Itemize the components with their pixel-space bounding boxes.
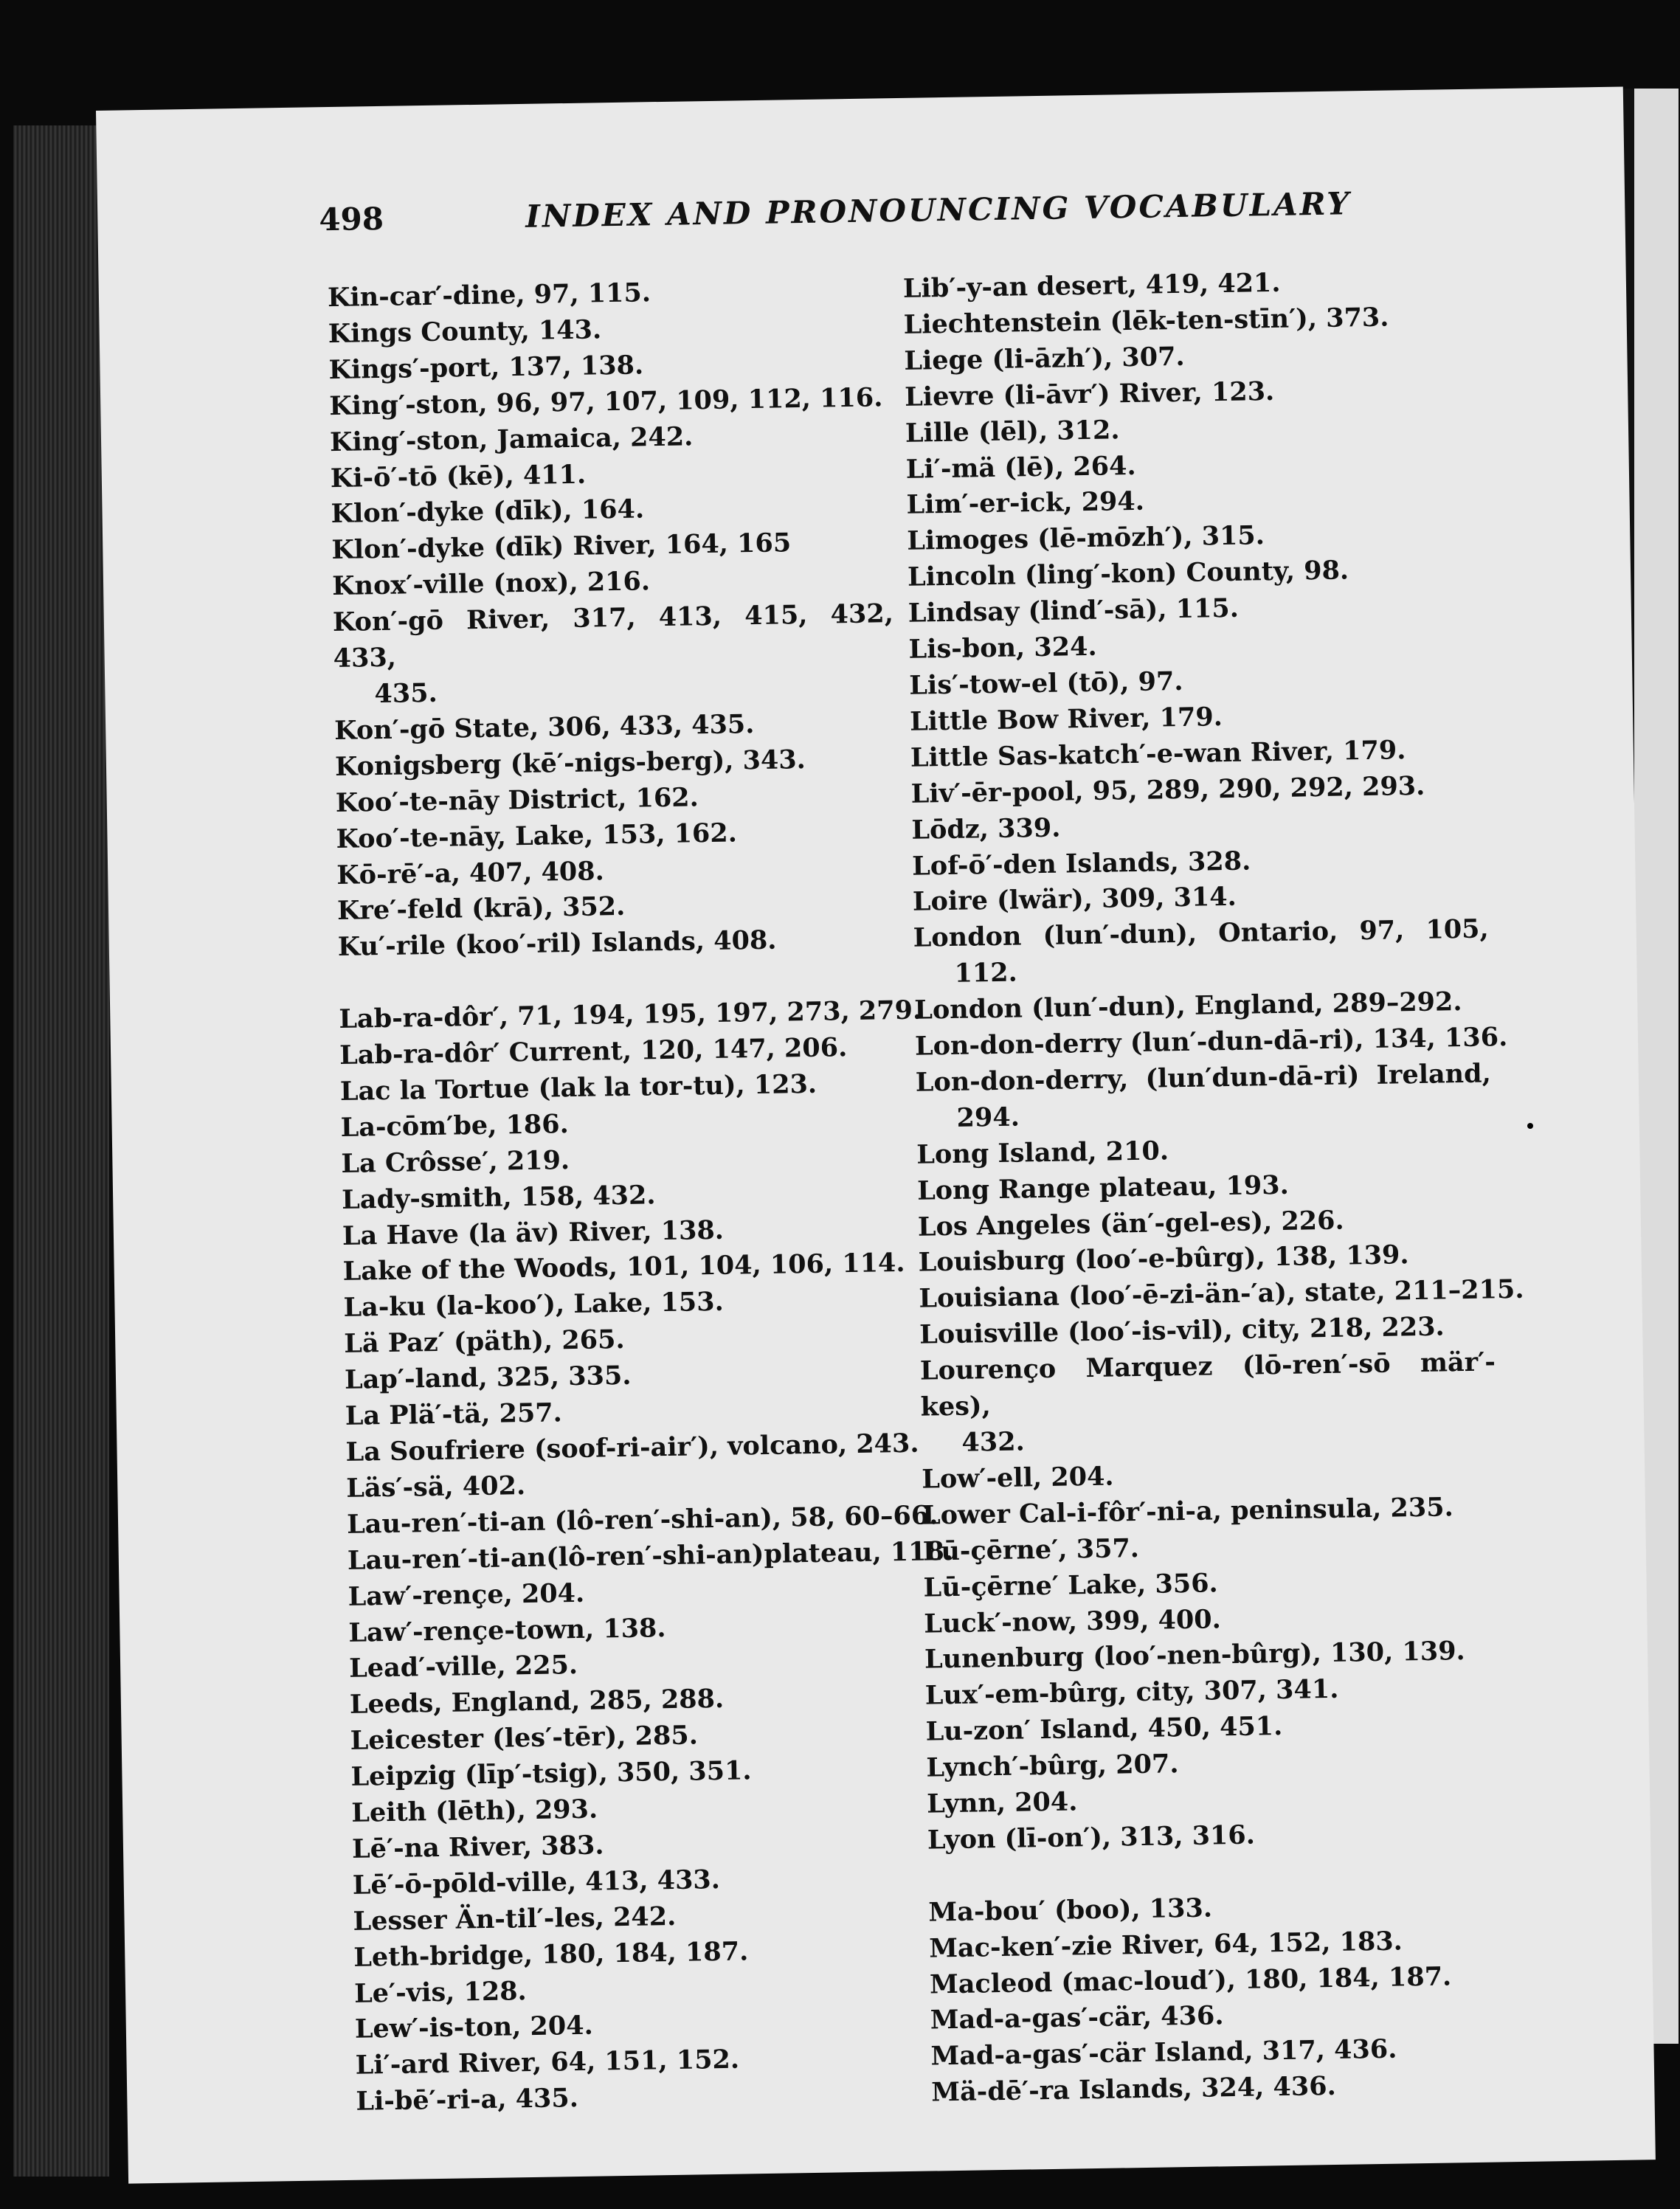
index-entry: Lon-don-derry, (lun′dun-dā-ri) Ireland, [915, 1058, 1492, 1098]
index-entry: Klon′-dyke (dīk), 164. [331, 494, 645, 530]
index-entry: Leth-bridge, 180, 184, 187. [353, 1936, 749, 1973]
index-entry: Long Range plateau, 193. [916, 1169, 1290, 1206]
index-entry: Limoges (lē-mōzh′), 315. [906, 520, 1265, 557]
index-entry: Koo′-te-nāy, Lake, 153, 162. [336, 817, 738, 854]
index-entry: Knox′-ville (nox), 216. [331, 566, 651, 602]
index-entry: La Crôsse′, 219. [341, 1144, 570, 1179]
index-entry: Lau-ren′-ti-an(lô-ren′-shi-an)plateau, 118. [347, 1535, 954, 1576]
index-entry: Macleod (mac-loud′), 180, 184, 187. [929, 1961, 1452, 2000]
index-entry: Lady-smith, 158, 432. [341, 1179, 656, 1215]
index-entry: Little Bow River, 179. [909, 701, 1223, 737]
index-entry: La-cōm′be, 186. [340, 1108, 570, 1143]
index-entry: Mad-a-gas′-cär Island, 317, 436. [930, 2034, 1397, 2072]
index-entry: Lux′-em-bûrg, city, 307, 341. [924, 1674, 1339, 1711]
index-entry: Konigsberg (kē′-nigs-berg), 343. [334, 744, 806, 782]
index-entry: Lindsay (lind′-sā), 115. [908, 592, 1240, 629]
page-header [318, 183, 1499, 238]
index-entry: Li′-ard River, 64, 151, 152. [355, 2044, 740, 2081]
index-entry: Lu-zon′ Island, 450, 451. [925, 1711, 1283, 1747]
index-entry: Low′-ell, 204. [921, 1461, 1114, 1495]
index-entry: Lis′-tow-el (tō), 97. [909, 666, 1183, 701]
index-entry: Le′-vis, 128. [353, 1975, 528, 2009]
index-entry: Lunenburg (loo′-nen-bûrg), 130, 139. [924, 1636, 1466, 1676]
index-entry: Lower Cal-i-fôr′-ni-a, peninsula, 235. [922, 1492, 1454, 1531]
index-entry: Lac la Tortue (lak la tor-tu), 123. [339, 1068, 817, 1107]
index-entry: Lōdz, 339. [911, 812, 1061, 846]
index-entry: Lof-ō′-den Islands, 328. [911, 846, 1251, 882]
index-entry: 435. [374, 677, 438, 710]
index-entry: Kings County, 143. [328, 314, 602, 349]
index-entry: King′-ston, Jamaica, 242. [329, 421, 694, 457]
index-entry: Law′-rençe, 204. [348, 1577, 585, 1612]
index-entry: Louisburg (loo′-e-bûrg), 138, 139. [918, 1240, 1409, 1279]
index-entry: Lyon (lī-on′), 313, 316. [927, 1819, 1256, 1856]
index-entry: La Soufriere (soof-ri-air′), volcano, 243. [345, 1428, 919, 1468]
index-entry: Lead′-ville, 225. [348, 1650, 578, 1684]
index-entry: Lille (lēl), 312. [905, 414, 1120, 449]
index-entry: La Have (la äv) River, 138. [342, 1214, 725, 1251]
index-entry: Leicester (les′-tēr), 285. [350, 1720, 699, 1757]
index-entry: Lē′-na River, 383. [351, 1830, 604, 1864]
index-entry: Liechtenstein (lēk-ten-stīn′), 373. [903, 302, 1389, 340]
index-entry: Mac-ken′-zie River, 64, 152, 183. [928, 1926, 1403, 1964]
index-entry: Lake of the Woods, 101, 104, 106, 114. [342, 1248, 905, 1287]
index-entry: Lē′-ō-pōld-ville, 413, 433. [352, 1864, 721, 1901]
index-entry: Lū-çērne′, 357. [922, 1532, 1140, 1567]
index-entry: Lim′-er-ick, 294. [906, 486, 1145, 521]
index-entry: Lib′-y-an desert, 419, 421. [902, 267, 1281, 304]
index-entry: Lourenço Marquez (lō-ren′-sō mär′-kes), [919, 1347, 1496, 1422]
index-entry: London (lun′-dun), Ontario, 97, 105, [913, 913, 1489, 954]
index-entry: Lynn, 204. [926, 1786, 1078, 1819]
index-entry: Lynch′-bûrg, 207. [926, 1749, 1179, 1783]
index-entry: King′-ston, 96, 97, 107, 109, 112, 116. [329, 382, 883, 421]
index-entry: Leeds, England, 285, 288. [349, 1684, 725, 1721]
index-entry: Lincoln (ling′-kon) County, 98. [907, 555, 1349, 593]
index-entry: Liege (li-āzh′), 307. [904, 341, 1185, 376]
speck [1527, 1123, 1533, 1129]
index-column-left [327, 272, 954, 2120]
index-entry: Kin-car′-dine, 97, 115. [327, 277, 651, 314]
index-entry: La Plä′-tä, 257. [345, 1397, 563, 1431]
index-entry: Kō-rē′-a, 407, 408. [336, 855, 605, 891]
index-entry: Kon′-gō River, 317, 413, 415, 432, 433, [332, 598, 894, 674]
index-entry: Lū-çērne′ Lake, 356. [923, 1567, 1219, 1603]
index-entry: 294. [956, 1102, 1020, 1133]
running-title: INDEX AND PRONOUNCING VOCABULARY [525, 185, 1352, 235]
index-entry: Lew′-is-ton, 204. [354, 2011, 594, 2045]
index-entry: Koo′-te-nāy District, 162. [335, 781, 699, 818]
index-entry: Lon-don-derry (lun′-dun-dā-ri), 134, 136. [914, 1022, 1508, 1062]
index-entry: Leith (lēth), 293. [350, 1794, 598, 1828]
index-entry: Lab-ra-dôr′, 71, 194, 195, 197, 273, 279. [339, 995, 922, 1035]
index-entry: Lis-bon, 324. [908, 631, 1097, 665]
index-entry: Ma-bou′ (boo), 133. [928, 1892, 1213, 1928]
index-entry: 432. [961, 1426, 1026, 1458]
book-page [96, 86, 1656, 2183]
index-entry: Leipzig (līp′-tsig), 350, 351. [350, 1755, 752, 1792]
index-entry: Li-bē′-ri-a, 435. [356, 2083, 579, 2118]
index-entry: Little Sas-katch′-e-wan River, 179. [910, 735, 1406, 773]
index-entry: Klon′-dyke (dīk) River, 164, 165 [331, 528, 792, 566]
index-entry: Lesser Än-til′-les, 242. [353, 1901, 677, 1937]
index-entry: Long Island, 210. [916, 1135, 1169, 1170]
index-entry: Li′-mä (lē), 264. [905, 450, 1136, 485]
index-entry: Loire (lwär), 309, 314. [912, 882, 1237, 918]
index-entry: Louisville (loo′-is-vil), city, 218, 223. [919, 1311, 1445, 1350]
index-entry: Kon′-gō State, 306, 433, 435. [333, 708, 755, 746]
index-entry: Lap′-land, 325, 335. [344, 1360, 632, 1396]
index-entry: Lä Paz′ (päth), 265. [343, 1324, 625, 1360]
index-entry: Law′-rençe-town, 138. [348, 1612, 666, 1648]
index-entry: Kings′-port, 137, 138. [328, 350, 644, 385]
index-entry: Mad-a-gas′-cär, 436. [930, 2000, 1224, 2036]
index-column-right [902, 263, 1524, 2112]
index-entry: Louisiana (loo′-ē-zi-än-′a), state, 211–215. [919, 1274, 1524, 1315]
index-entry: Mä-dē′-ra Islands, 324, 436. [931, 2071, 1337, 2108]
index-entry: Läs′-sä, 402. [346, 1470, 526, 1504]
index-entry: Kre′-feld (krā), 352. [336, 891, 626, 927]
index-entry: 112. [954, 957, 1018, 989]
book-page-edges [13, 125, 109, 2177]
index-entry: Lau-ren′-ti-an (lô-ren′-shi-an), 58, 60–66. [346, 1500, 938, 1540]
index-entry: Los Angeles (än′-gel-es), 226. [917, 1205, 1344, 1242]
index-entry: Lievre (li-āvr′) River, 123. [904, 376, 1275, 412]
index-entry: Ki-ō′-tō (kē), 411. [330, 459, 587, 494]
page-number: 498 [318, 200, 384, 238]
index-entry: London (lun′-dun), England, 289–292. [913, 986, 1462, 1026]
index-entry: Lab-ra-dôr′ Current, 120, 147, 206. [339, 1032, 848, 1071]
index-entry: Liv′-ēr-pool, 95, 289, 290, 292, 293. [910, 770, 1425, 809]
index-entry: La-ku (la-koo′), Lake, 153. [343, 1287, 725, 1324]
index-entry: Ku′-rile (koo′-ril) Islands, 408. [337, 924, 777, 963]
index-entry: Luck′-now, 399, 400. [924, 1603, 1222, 1639]
